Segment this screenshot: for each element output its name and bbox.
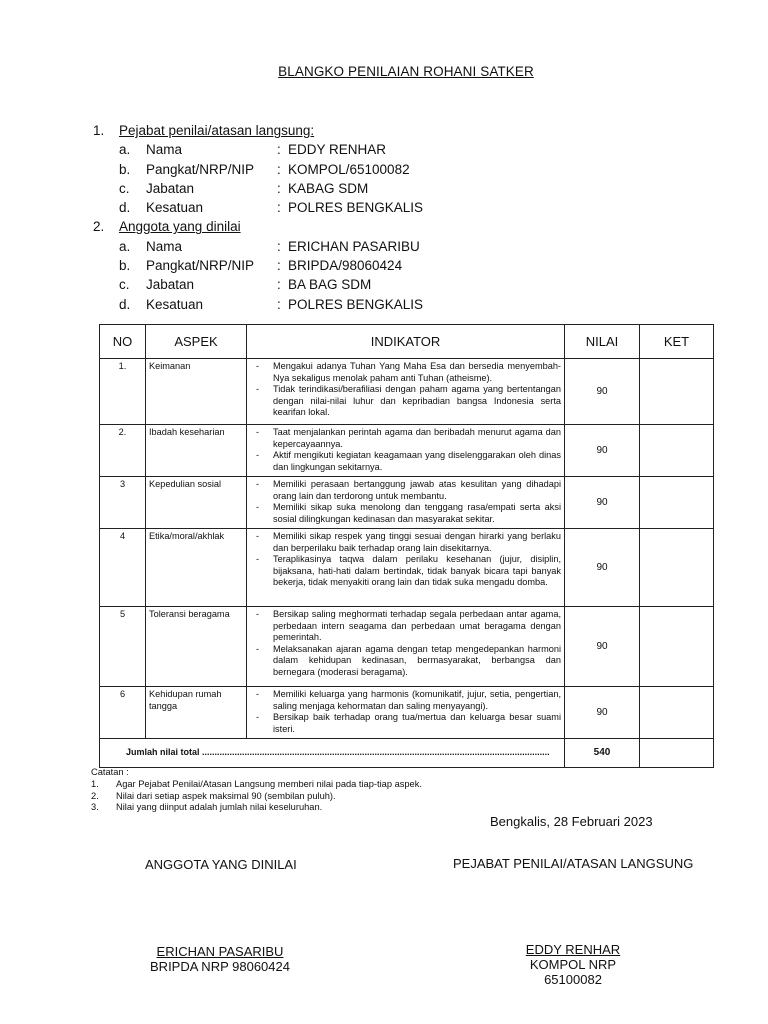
- table-row: [100, 477, 714, 529]
- section-number: 2.: [93, 219, 105, 235]
- note-item: [91, 791, 422, 803]
- field-value: POLRES BENGKALIS: [288, 200, 424, 216]
- notes: [91, 767, 422, 814]
- row-number: 1.: [100, 359, 146, 425]
- field-key: Jabatan: [146, 277, 195, 293]
- row-score: 90: [565, 425, 640, 477]
- left-signer-block: [150, 944, 290, 974]
- section-heading: [93, 121, 423, 140]
- field-letter: c.: [119, 277, 130, 293]
- field-key: Kesatuan: [146, 200, 204, 216]
- row-score: 90: [565, 607, 640, 687]
- field-row: [93, 179, 423, 198]
- row-number: 6: [100, 687, 146, 739]
- table-row: [100, 425, 714, 477]
- row-aspect: Etika/moral/akhlak: [146, 529, 247, 607]
- note-text: Nilai dari setiap aspek maksimal 90 (sembilan puluh).: [116, 790, 336, 801]
- field-value: EDDY RENHAR: [288, 142, 387, 158]
- field-key: Jabatan: [146, 180, 195, 196]
- row-note: [640, 477, 714, 529]
- row-aspect: Keimanan: [146, 359, 247, 425]
- field-row: [93, 140, 423, 159]
- row-aspect: Ibadah keseharian: [146, 425, 247, 477]
- row-score: 90: [565, 529, 640, 607]
- field-colon: :: [277, 161, 281, 177]
- field-colon: :: [277, 238, 281, 254]
- row-indicators: [247, 607, 565, 687]
- indicator-item: - Memiliki sikap suka menolong dan tenggang rasa/empati serta aksi sosial dilingkungan kedinasan dan masyarakat sekitar.: [250, 502, 561, 525]
- note-number: 3.: [91, 802, 99, 813]
- field-row: [93, 256, 423, 275]
- row-indicators: [247, 425, 565, 477]
- row-aspect: Toleransi beragama: [146, 607, 247, 687]
- row-score: 90: [565, 687, 640, 739]
- indicator-item: - Memiliki keluarga yang harmonis (komunikatif, jujur, setia, pengertian, saling menjaga kehormatan dan saling menyayangi).: [250, 689, 561, 712]
- field-value: BRIPDA/98060424: [288, 258, 403, 274]
- header-ket: KET: [640, 325, 714, 359]
- indicator-item: - Memiliki sikap respek yang tinggi sesuai dengan hirarki yang berlaku dan berperilaku baik terhadap orang lain disekitarnya.: [250, 531, 561, 554]
- row-note: [640, 529, 714, 607]
- note-text: Nilai yang diinput adalah jumlah nilai keseluruhan.: [116, 802, 323, 813]
- field-letter: b.: [119, 258, 131, 274]
- row-aspect: Kepedulian sosial: [146, 477, 247, 529]
- section-evaluator: [93, 121, 423, 314]
- right-signer-name: EDDY RENHAR: [525, 942, 621, 957]
- header-no: NO: [100, 325, 146, 359]
- field-letter: a.: [119, 142, 131, 158]
- field-letter: d.: [119, 296, 131, 312]
- field-value: BA BAG SDM: [288, 277, 372, 293]
- total-label: Jumlah nilai total ...........................................................................................................................................: [100, 739, 565, 768]
- indicator-item: - Mengakui adanya Tuhan Yang Maha Esa dan bersedia menyembah-Nya sekaligus menolak paham anti Tuhan (atheisme).: [250, 361, 561, 384]
- note-number: 2.: [91, 790, 99, 801]
- field-colon: :: [277, 296, 281, 312]
- right-signer-id: KOMPOL NRP 65100082: [529, 957, 617, 987]
- field-row: [93, 295, 423, 314]
- row-aspect: Kehidupan rumah tangga: [146, 687, 247, 739]
- field-letter: d.: [119, 200, 131, 216]
- field-row: [93, 160, 423, 179]
- indicator-item: - Teraplikasinya taqwa dalam perilaku kesehanan (jujur, disiplin, bijaksana, hati-hati dalam bertindak, tidak banyak bicara tapi banyak bekerja, tidak menyakiti orang lain dan tidak suka mengadu domba.: [250, 554, 561, 589]
- indicator-item: - Melaksanakan ajaran agama dengan tetap mengedepankan harmoni dalam kehidupan kedinasan, bermasyarakat, berbangsa dan bernegara (moderasi beragama).: [250, 644, 561, 679]
- header-aspek: ASPEK: [146, 325, 247, 359]
- field-colon: :: [277, 180, 281, 196]
- table-row: [100, 529, 714, 607]
- row-score: 90: [565, 477, 640, 529]
- row-note: [640, 687, 714, 739]
- row-indicators: [247, 359, 565, 425]
- row-note: [640, 425, 714, 477]
- field-row: [93, 275, 423, 294]
- section-number: 1.: [93, 123, 105, 138]
- indicator-item: - Tidak terindikasi/berafiliasi dengan paham agama yang bertentangan dengan nilai-nilai luhur dan kepribadian bangsa Indonesia serta kearifan lokal.: [250, 384, 561, 419]
- section-heading: [93, 217, 423, 236]
- header-nilai: NILAI: [565, 325, 640, 359]
- note-number: 1.: [91, 778, 99, 789]
- indicator-item: - Bersikap baik terhadap orang tua/mertua dan keluarga besar suami isteri.: [250, 712, 561, 735]
- row-note: [640, 607, 714, 687]
- row-note: [640, 359, 714, 425]
- field-value: ERICHAN PASARIBU: [288, 238, 420, 254]
- field-letter: c.: [119, 180, 130, 196]
- section-label: Pejabat penilai/atasan langsung:: [119, 123, 315, 138]
- total-row: [100, 739, 714, 768]
- right-signer-role: PEJABAT PENILAI/ATASAN LANGSUNG: [453, 856, 694, 871]
- note-text: Agar Pejabat Penilai/Atasan Langsung memberi nilai pada tiap-tiap aspek.: [116, 778, 422, 789]
- indicator-item: - Bersikap saling meghormati terhadap segala perbedaan antar agama, perbedaan intern seagama dan perbedaan umat beragama dengan pemerintah.: [250, 609, 561, 644]
- table-row: [100, 607, 714, 687]
- field-row: [93, 198, 423, 217]
- field-key: Pangkat/NRP/NIP: [146, 161, 255, 177]
- field-value: POLRES BENGKALIS: [288, 296, 424, 312]
- row-number: 5: [100, 607, 146, 687]
- field-colon: :: [277, 200, 281, 216]
- indicator-item: - Aktif mengikuti kegiatan keagamaan yang diselenggarakan oleh dinas dan lingkungan sekitarnya.: [250, 450, 561, 473]
- table-row: [100, 359, 714, 425]
- row-indicators: [247, 529, 565, 607]
- header-indikator: INDIKATOR: [247, 325, 565, 359]
- field-value: KOMPOL/65100082: [288, 161, 410, 177]
- field-colon: :: [277, 258, 281, 274]
- field-key: Nama: [146, 142, 183, 158]
- section-label: Anggota yang dinilai: [119, 219, 241, 235]
- field-colon: :: [277, 277, 281, 293]
- row-number: 4: [100, 529, 146, 607]
- row-indicators: [247, 687, 565, 739]
- field-colon: :: [277, 142, 281, 158]
- note-item: [91, 802, 422, 814]
- total-note: [640, 739, 714, 768]
- document-title: BLANGKO PENILAIAN ROHANI SATKER: [278, 64, 534, 79]
- field-row: [93, 237, 423, 256]
- note-item: [91, 779, 422, 791]
- row-indicators: [247, 477, 565, 529]
- row-number: 2.: [100, 425, 146, 477]
- field-letter: b.: [119, 161, 131, 177]
- field-letter: a.: [119, 238, 131, 254]
- right-signer-block: [500, 942, 646, 987]
- table-row: [100, 687, 714, 739]
- left-signer-id: BRIPDA NRP 98060424: [150, 959, 290, 974]
- field-key: Pangkat/NRP/NIP: [146, 258, 255, 274]
- left-signer-name: ERICHAN PASARIBU: [156, 944, 284, 959]
- left-signer-role: ANGGOTA YANG DINILAI: [145, 857, 297, 872]
- notes-title: Catatan :: [91, 767, 129, 777]
- row-score: 90: [565, 359, 640, 425]
- place-date: Bengkalis, 28 Februari 2023: [490, 814, 653, 829]
- assessment-table: [99, 324, 714, 768]
- indicator-item: - Taat menjalankan perintah agama dan beribadah menurut agama dan kepercayaannya.: [250, 427, 561, 450]
- table-header-row: [100, 325, 714, 359]
- field-value: KABAG SDM: [288, 180, 369, 196]
- indicator-item: - Memiliki perasaan bertanggung jawab atas kesulitan yang dihadapi orang lain dan terdorong untuk membantu.: [250, 479, 561, 502]
- row-number: 3: [100, 477, 146, 529]
- field-key: Nama: [146, 238, 183, 254]
- field-key: Kesatuan: [146, 296, 204, 312]
- total-value: 540: [565, 739, 640, 768]
